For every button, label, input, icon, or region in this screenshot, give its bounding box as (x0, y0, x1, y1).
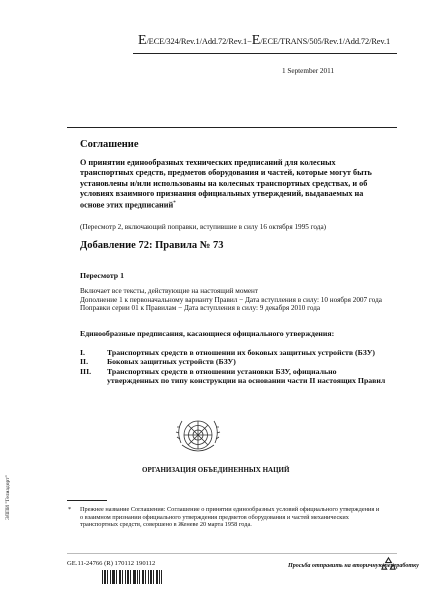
footnote-marker: * (68, 506, 72, 513)
incorporates-item: Дополнение 1 к первоначальному варианту Правил − Дата вступления в силу: 10 ноября 2007 года (80, 295, 382, 304)
footnote-rule (67, 500, 107, 501)
symbol-part2: /ECE/TRANS/505/Rev.1/Add.72/Rev.1 (260, 37, 391, 46)
organization-name: ОРГАНИЗАЦИЯ ОБЪЕДИНЕННЫХ НАЦИЙ (142, 466, 290, 474)
header-rule (133, 53, 397, 54)
un-emblem-icon (172, 413, 224, 461)
document-symbol (138, 33, 390, 49)
printer-mark: ЭЛПИ "Гелиадорт" (5, 475, 11, 520)
item-text: Транспортных средств в отношении их боковых защитных устройств (БЗУ) (107, 348, 376, 357)
ge-code: GE.11-24766 (R) 170112 190112 (67, 560, 156, 567)
approval-item (80, 357, 390, 366)
incorporates-list (80, 287, 390, 313)
uniform-provisions-title: Единообразные предписания, касающиеся официального утверждения: (80, 329, 335, 338)
recycle-icon (381, 556, 396, 571)
revision-label: Пересмотр 1 (80, 271, 124, 280)
item-number: II. (80, 357, 89, 367)
agreement-body: О принятии единообразных технических предписаний для колесных транспортных средств, предметов оборудования и частей, которые могут быть установлены и/или использованы на колесных транспортных средствах, и об условиях взаимного признания официальных утверждений, выдаваемых на основе этих предписаний (80, 158, 372, 210)
item-text: Транспортных средств в отношении установки БЗУ, официально утвержденных по типу конструкции на основании части II настоящих Правил (107, 366, 386, 386)
item-number: III. (80, 366, 92, 376)
agreement-text (80, 158, 380, 211)
symbol-part1: /ECE/324/Rev.1/Add.72/Rev.1− (146, 37, 252, 46)
footnote (68, 506, 380, 529)
agreement-footnote-marker: * (173, 201, 176, 207)
approval-item (80, 367, 390, 386)
incorporates-item: Включает все тексты, действующие на настоящий момент (80, 287, 259, 295)
footer-rule (67, 553, 397, 554)
addendum-title: Добавление 72: Правила № 73 (80, 240, 224, 251)
item-text: Боковых защитных устройств (БЗУ) (107, 357, 236, 367)
recycle-text: Просьба отправить на вторичную переработку (288, 563, 419, 569)
title-rule (67, 127, 397, 128)
symbol-e1: E (138, 33, 147, 48)
barcode-icon (102, 570, 162, 584)
footnote-text: Прежнее название Соглашения: Соглашение о принятии единообразных условий официального утверждения и о взаимном признании официального утверждения предметов оборудования и частей механических транспортных средств, совершено в Женеве 20 марта 1958 года. (80, 506, 380, 529)
document-date: 1 September 2011 (282, 67, 335, 75)
approval-items (80, 348, 390, 386)
agreement-title: Соглашение (80, 139, 139, 150)
revision-note: (Пересмотр 2, включающий поправки, вступившие в силу 16 октября 1995 года) (80, 223, 327, 231)
incorporates-item: Поправки серии 01 к Правилам − Дата вступления в силу: 9 декабря 2010 года (80, 304, 321, 313)
symbol-e2: E (251, 33, 261, 48)
approval-item (80, 348, 390, 357)
item-number: I. (80, 348, 85, 357)
